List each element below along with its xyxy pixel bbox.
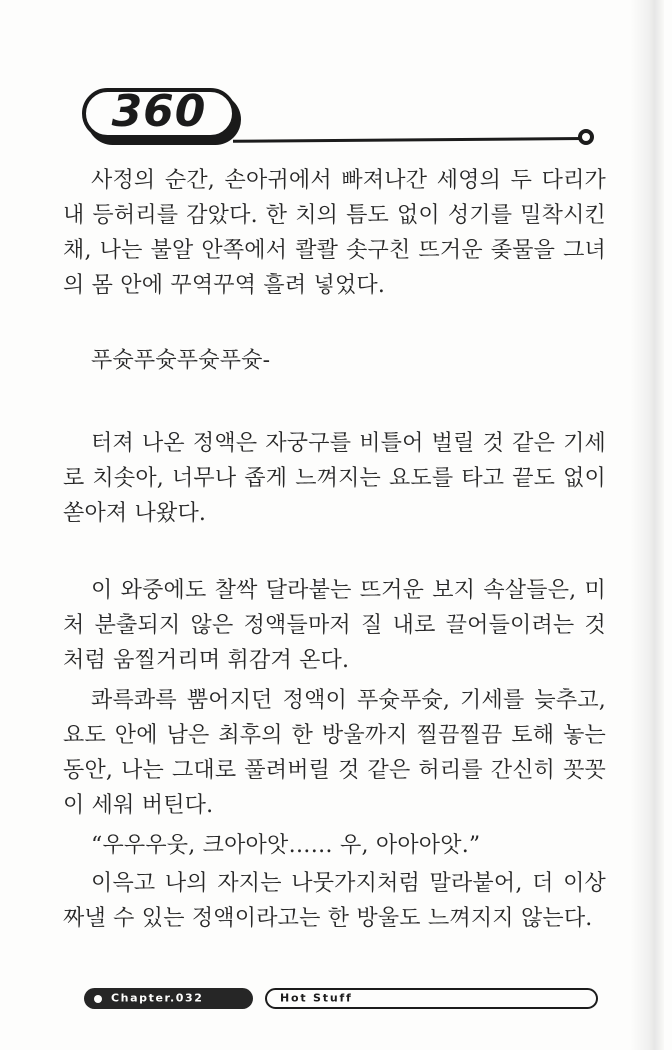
line-end-dot-icon bbox=[578, 129, 594, 145]
chapter-pill bbox=[84, 988, 253, 1009]
book-title-label: Hot Stuff bbox=[280, 991, 353, 1005]
book-title-pill bbox=[265, 988, 598, 1009]
body-paragraph: 이 와중에도 찰싹 달라붙는 뜨거운 보지 속살들은, 미처 분출되지 않은 정액들마저 질 내로 끌어들이려는 것처럼 움찔거리며 휘감겨 온다. bbox=[63, 578, 606, 673]
body-paragraph: 터져 나온 정액은 자궁구를 비틀어 벌릴 것 같은 기세로 치솟아, 너무나 좁게 느껴지는 요도를 타고 끝도 없이 쏟아져 나왔다. bbox=[63, 431, 606, 526]
body-paragraph: 콰륵콰륵 뿜어지던 정액이 푸슛푸슛, 기세를 늦추고, 요도 안에 남은 최후의 한 방울까지 찔끔찔끔 토해 놓는 동안, 나는 그대로 풀려버릴 것 같은 허리를 간신히 꼿꼿이 세워 버틴다. bbox=[63, 688, 606, 818]
page-footer bbox=[0, 988, 672, 1009]
body-paragraph: 사정의 순간, 손아귀에서 빠져나간 세영의 두 다리가 내 등허리를 감았다. 한 치의 틈도 없이 성기를 밀착시킨 채, 나는 불알 안쪽에서 콸콸 솟구친 뜨거운 좆물을 그녀의 몸 안에 꾸역꾸역 흘려 넣었다. bbox=[63, 168, 606, 298]
dialogue-line: “우우우웃, 크아아앗…… 우, 아아아앗.” bbox=[91, 833, 481, 858]
chapter-bullet-dot bbox=[94, 995, 102, 1003]
sfx-line: 푸슛푸슛푸슛푸슛- bbox=[91, 348, 271, 373]
page-number: 360 bbox=[111, 86, 207, 137]
page-edge-shadow bbox=[630, 0, 664, 1050]
novel-text-block bbox=[63, 163, 606, 936]
body-paragraph: 이윽고 나의 자지는 나뭇가지처럼 말라붙어, 더 이상 짜낼 수 있는 정액이라고는 한 방울도 느껴지지 않는다. bbox=[63, 871, 606, 931]
header-rule-line bbox=[233, 137, 583, 143]
chapter-label: Chapter.032 bbox=[111, 991, 204, 1005]
page-number-badge bbox=[82, 88, 236, 139]
